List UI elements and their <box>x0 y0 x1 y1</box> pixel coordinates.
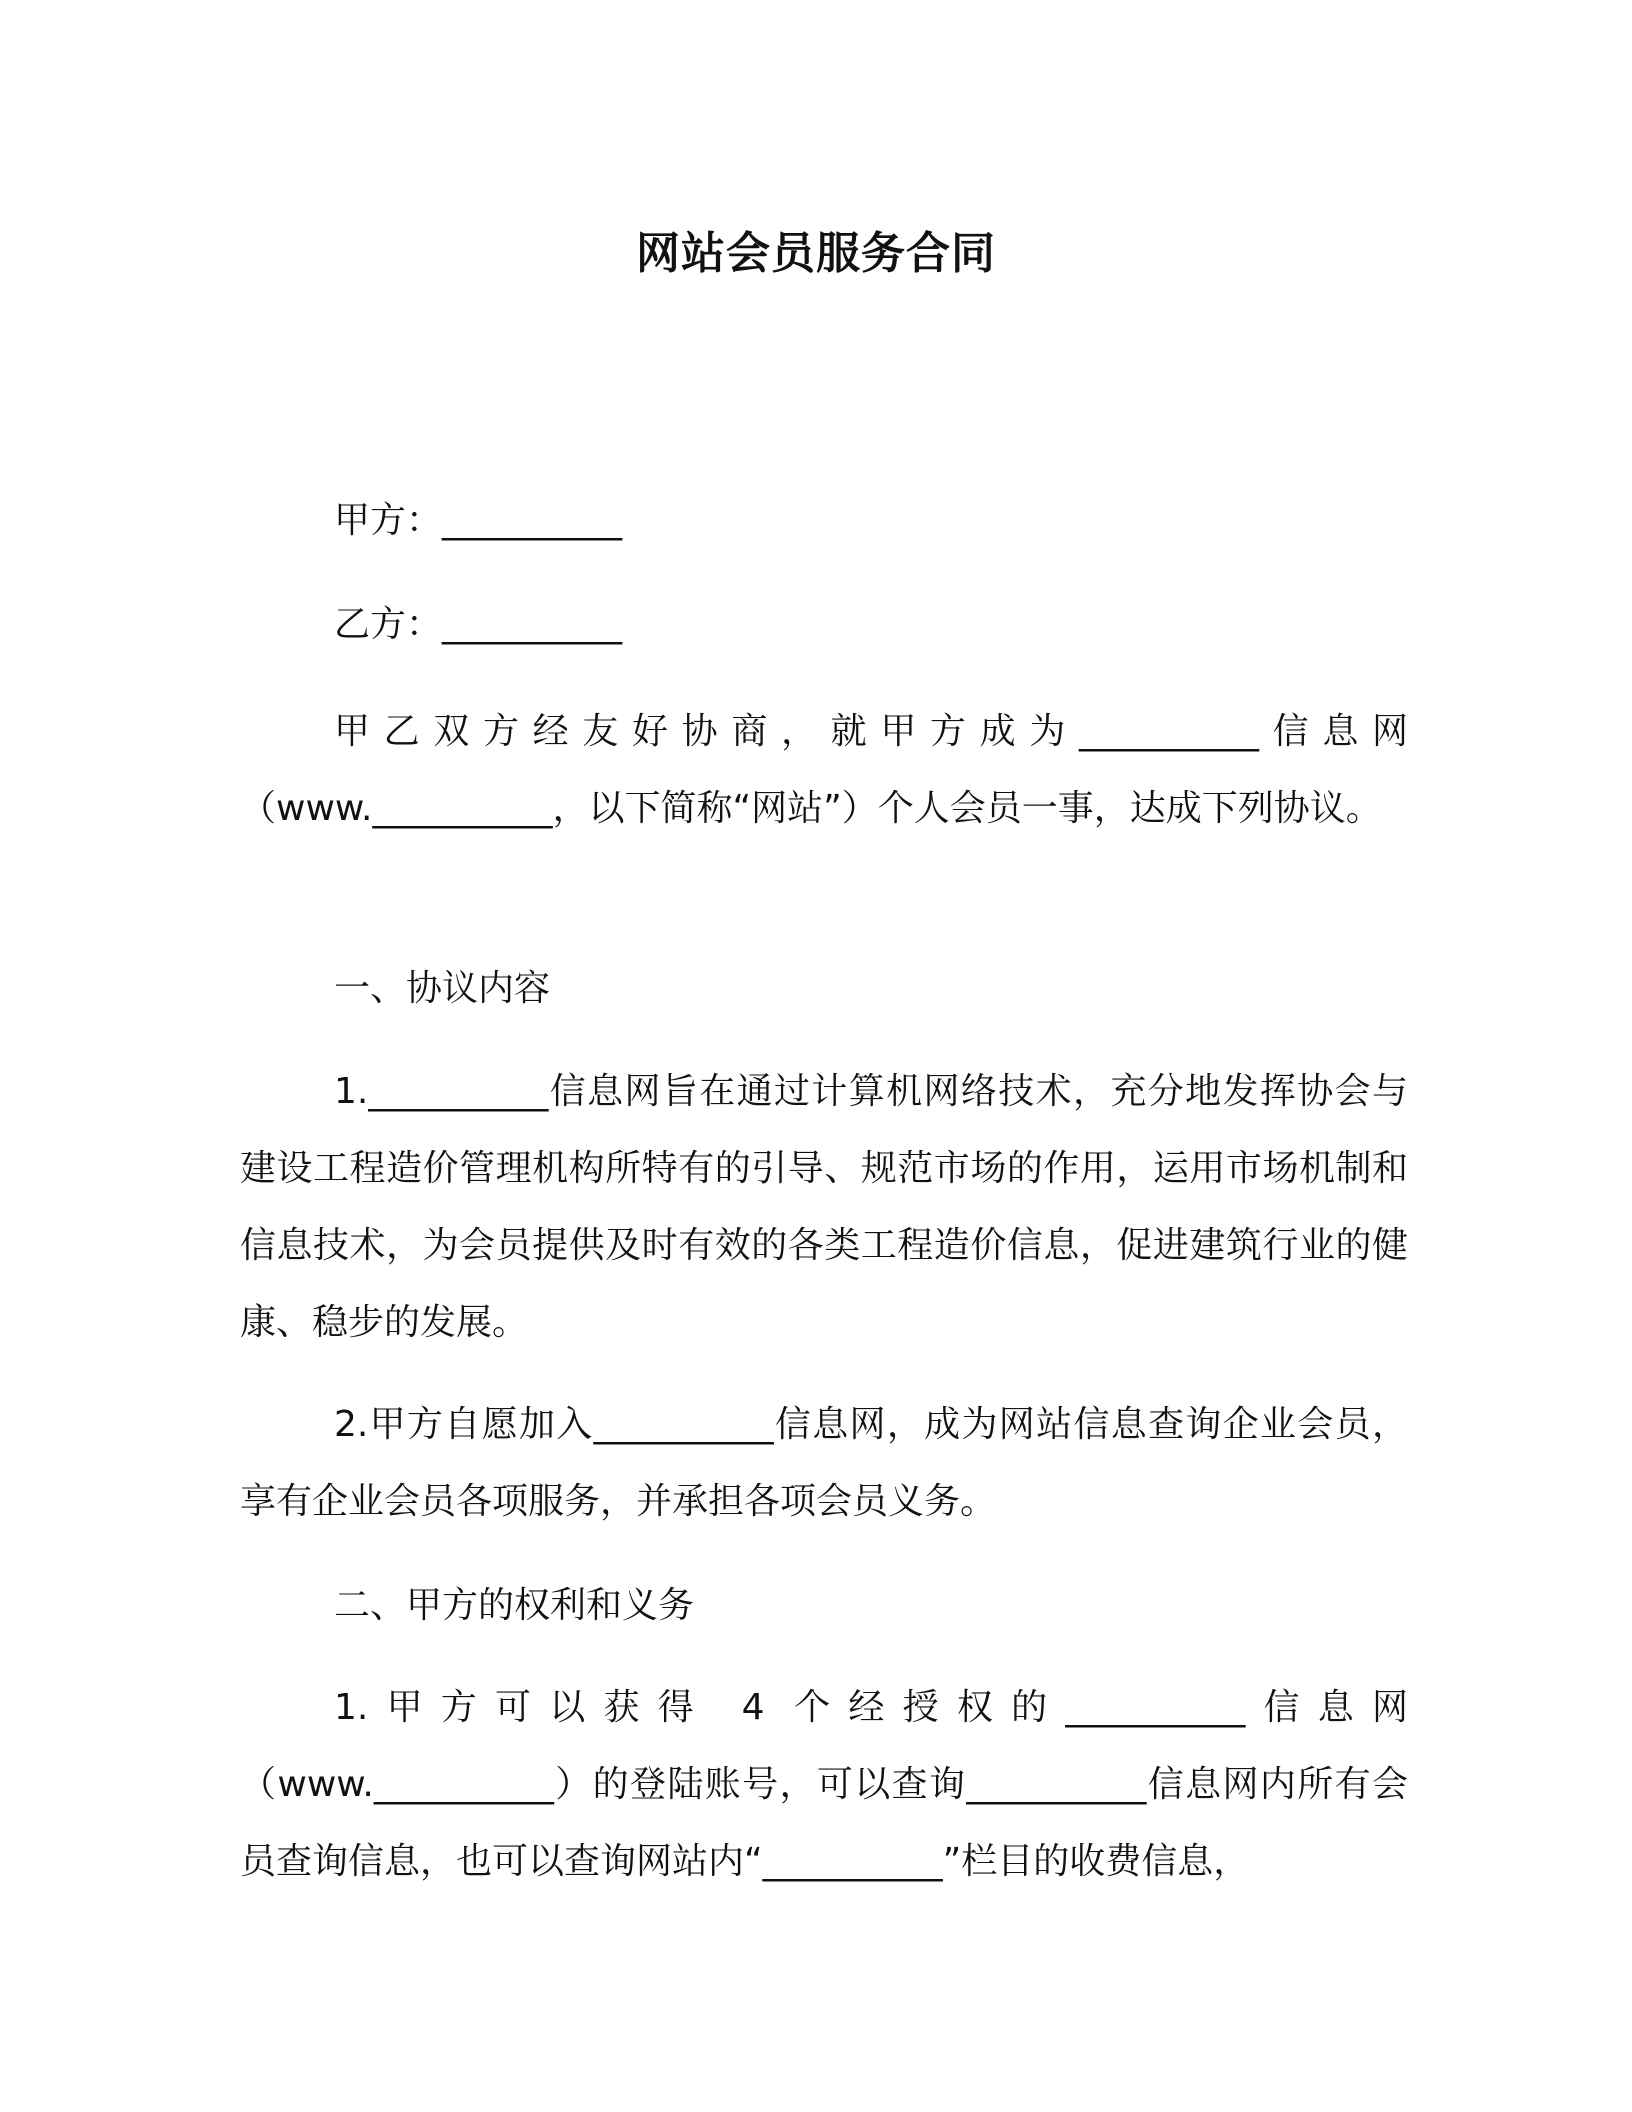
party-a-line: 甲方：__________ <box>334 500 623 541</box>
section-2-item-1: 1.甲方可以获得 4 个经授权的__________信息网（www.__________）的登陆账号，可以查询__________信息网内所有会员查询信息，也可以查询网站内“__________”栏目的收费信息， <box>240 1687 1408 1882</box>
section-1-heading: 一、协议内容 <box>334 968 551 1009</box>
party-b-line: 乙方：__________ <box>334 604 623 645</box>
section-2-heading: 二、甲方的权利和义务 <box>334 1585 695 1626</box>
document-title: 网站会员服务合同 <box>636 228 996 279</box>
section-1-item-1: 1.__________信息网旨在通过计算机网络技术，充分地发挥协会与建设工程造价管理机构所特有的引导、规范市场的作用，运用市场机制和信息技术，为会员提供及时有效的各类工程造价信息，促进建筑行业的健康、稳步的发展。 <box>240 1071 1408 1343</box>
intro-paragraph: 甲乙双方经友好协商，就甲方成为__________信息网（www.__________，以下简称“网站”）个人会员一事，达成下列协议。 <box>240 711 1408 829</box>
section-1-item-2: 2.甲方自愿加入__________信息网，成为网站信息查询企业会员，享有企业会员各项服务，并承担各项会员义务。 <box>240 1404 1408 1522</box>
